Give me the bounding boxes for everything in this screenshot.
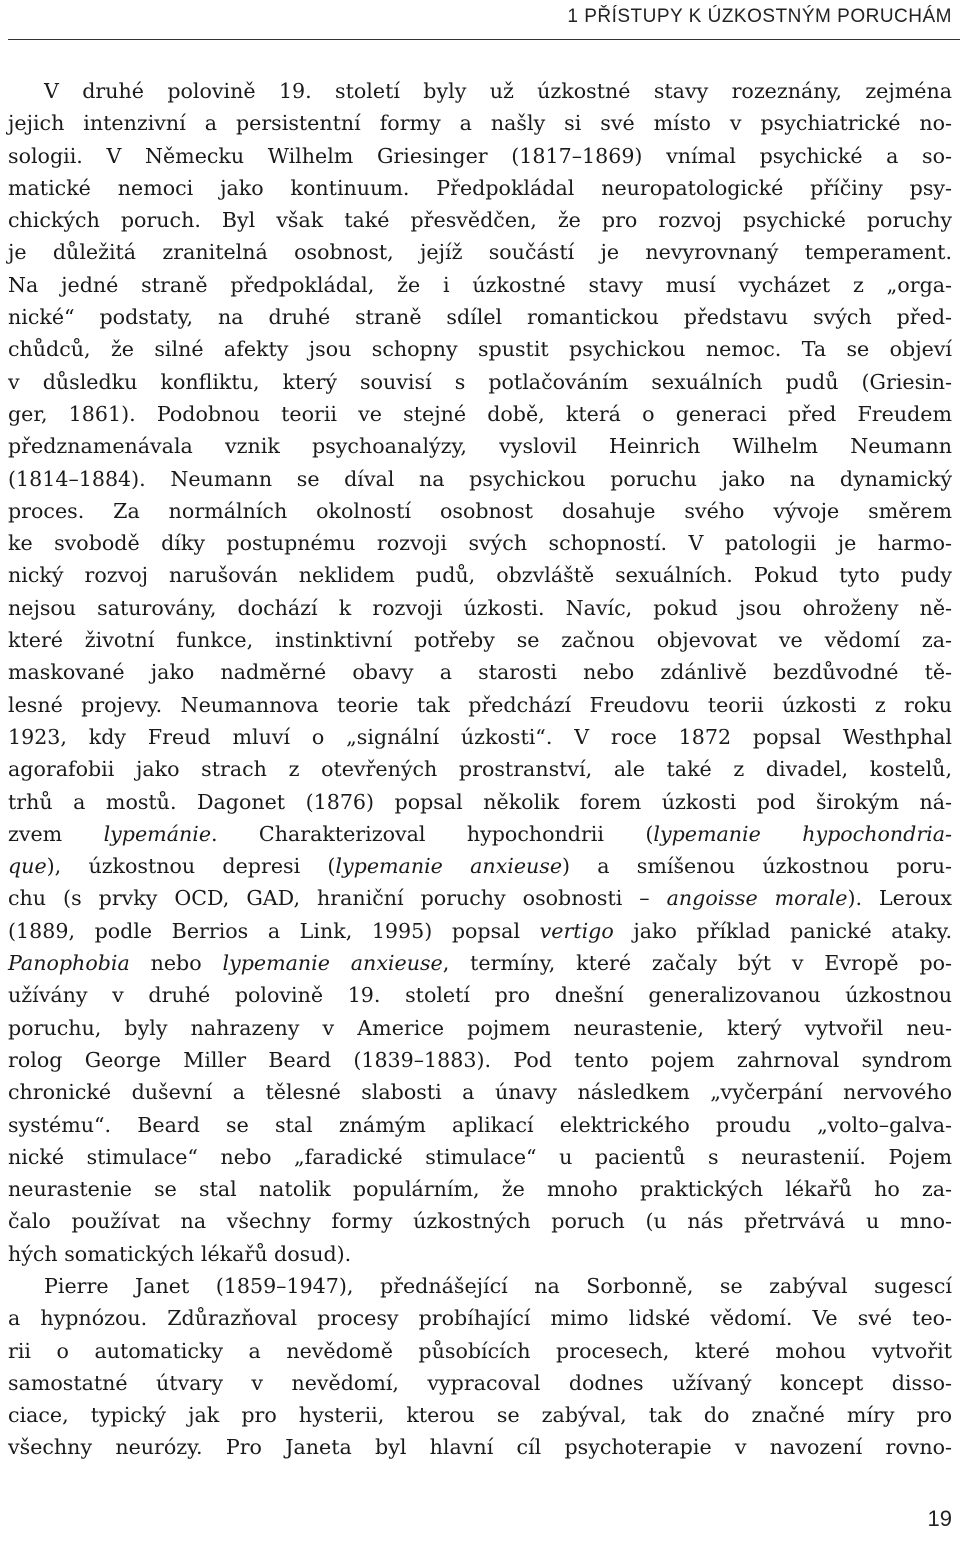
text-line xyxy=(8,721,952,753)
text-run: rolog George Miller Beard (1839–1883). Pod tento pojem zahrnoval syndrom xyxy=(8,1047,952,1072)
text-run: agorafobii jako strach z otevřených prostranství, ale také z divadel, kostelů, xyxy=(8,757,952,782)
text-line xyxy=(8,882,952,914)
text-run: zvem xyxy=(8,821,104,846)
text-run: ke svobodě díky postupnému rozvoji svých schopností. V patologii je harmo- xyxy=(8,531,952,556)
text-line xyxy=(8,1367,952,1399)
text-line xyxy=(8,204,952,236)
italic-term: que xyxy=(8,854,47,879)
text-run: nejsou saturovány, dochází k rozvoji úzkosti. Navíc, pokud jsou ohroženy ně- xyxy=(8,595,952,620)
text-line xyxy=(8,1076,952,1108)
text-run: Pierre Janet (1859–1947), přednášející na Sorbonně, se zabýval sugescí xyxy=(44,1273,952,1298)
text-run: proces. Za normálních okolností osobnost dosahuje svého vývoje směrem xyxy=(8,498,952,523)
text-run: čalo používat na všechny formy úzkostných poruch (u nás přetrvává u mno- xyxy=(8,1209,952,1234)
text-line xyxy=(8,1141,952,1173)
text-line xyxy=(8,1431,952,1463)
text-line xyxy=(8,689,952,721)
text-run: (1889, podle Berrios a Link, 1995) popsal xyxy=(8,918,540,943)
text-line xyxy=(8,1399,952,1431)
text-run: V druhé polovině 19. století byly už úzkostné stavy rozeznány, zejména xyxy=(44,79,952,103)
text-run: systému“. Beard se stal známým aplikací elektrického proudu „volto–galva- xyxy=(8,1112,952,1137)
text-run: nické stimulace“ nebo „faradické stimulace“ u pacientů s neurastenií. Pojem xyxy=(8,1144,952,1169)
text-run: poruchu, byly nahrazeny v Americe pojmem neurastenie, který vytvořil neu- xyxy=(8,1015,952,1040)
text-line xyxy=(8,559,952,591)
text-run: matické nemoci jako kontinuum. Předpokládal neuropatologické příčiny psy- xyxy=(8,175,952,200)
text-line xyxy=(8,979,952,1011)
text-run: maskované jako nadměrné obavy a starosti nebo zdánlivě bezdůvodné tě- xyxy=(8,660,952,685)
text-run: sologii. V Německu Wilhelm Griesinger (1817–1869) vnímal psychické a so- xyxy=(8,143,952,168)
text-run: v důsledku konfliktu, který souvisí s potlačováním sexuálních pudů (Griesin- xyxy=(8,369,952,394)
text-run: (1814–1884). Neumann se díval na psychickou poruchu jako na dynamický xyxy=(8,466,952,491)
text-line xyxy=(8,592,952,624)
italic-term: Panophobia xyxy=(8,951,130,976)
text-run: 1923, kdy Freud mluví o „signální úzkosti“. V roce 1872 popsal Westhphal xyxy=(8,724,952,749)
paragraph xyxy=(8,75,952,1270)
text-line xyxy=(8,269,952,301)
text-line xyxy=(8,172,952,204)
text-line xyxy=(8,753,952,785)
text-run: neurastenie se stal natolik populárním, že mnoho praktických lékařů ho za- xyxy=(8,1177,952,1202)
text-line xyxy=(8,624,952,656)
text-run: je důležitá zranitelná osobnost, jejíž součástí je nevyrovnaný temperament. xyxy=(8,240,952,265)
text-line xyxy=(8,1044,952,1076)
text-run: ger, 1861). Podobnou teorii ve stejné době, která o generaci před Freudem xyxy=(8,401,952,426)
text-line xyxy=(8,140,952,172)
italic-term: lypemanie anxieuse xyxy=(335,854,563,879)
text-line xyxy=(8,1335,952,1367)
paragraph xyxy=(8,1270,952,1464)
text-run: lesné projevy. Neumannova teorie tak předchází Freudovu teorii úzkosti z roku xyxy=(8,692,952,717)
text-run: Na jedné straně předpokládal, že i úzkostné stavy musí vycházet z „orga- xyxy=(8,272,952,297)
text-run: které životní funkce, instinktivní potřeby se začnou objevovat ve vědomí za- xyxy=(8,628,952,653)
text-line xyxy=(8,1238,952,1270)
text-line xyxy=(8,398,952,430)
text-run: předznamenávala vznik psychoanalýzy, vyslovil Heinrich Wilhelm Neumann xyxy=(8,434,952,459)
text-run: užívány v druhé polovině 19. století pro dnešní generalizovanou úzkostnou xyxy=(8,983,952,1008)
text-line xyxy=(8,1205,952,1237)
italic-term: lypemanie anxieuse xyxy=(222,951,443,976)
text-run: chických poruch. Byl však také přesvědčen, že pro rozvoj psychické poruchy xyxy=(8,208,952,233)
text-line xyxy=(8,1109,952,1141)
text-line xyxy=(8,301,952,333)
text-line xyxy=(8,1270,952,1302)
italic-term: angoisse morale xyxy=(666,886,848,911)
text-run: chu (s prvky OCD, GAD, hraniční poruchy osobnosti – xyxy=(8,886,667,911)
text-line xyxy=(8,430,952,462)
text-run: ciace, typický jak pro hysterii, kterou se zabýval, tak do značné míry pro xyxy=(8,1403,952,1428)
text-run: nebo xyxy=(129,951,223,976)
text-line xyxy=(8,236,952,268)
text-run: a hypnózou. Zdůrazňoval procesy probíhající mimo lidské vědomí. Ve své teo- xyxy=(8,1306,952,1331)
text-line xyxy=(8,915,952,947)
text-run: nické“ podstaty, na druhé straně sdílel romantickou představu svých před- xyxy=(8,305,952,330)
text-line xyxy=(8,527,952,559)
italic-term: vertigo xyxy=(539,918,614,943)
text-run: nický rozvoj narušován neklidem pudů, obzvláště sexuálních. Pokud tyto pudy xyxy=(8,563,952,588)
text-line xyxy=(8,850,952,882)
text-line xyxy=(8,947,952,979)
text-line xyxy=(8,818,952,850)
italic-term: lypemánie xyxy=(103,821,212,846)
text-run: chronické duševní a tělesné slabosti a únavy následkem „vyčerpání nervového xyxy=(8,1080,952,1105)
text-line xyxy=(8,786,952,818)
page-number: 19 xyxy=(927,1506,952,1531)
text-line xyxy=(8,366,952,398)
text-run: samostatné útvary v nevědomí, vypracoval dodnes užívaný koncept disso- xyxy=(8,1370,952,1395)
text-line xyxy=(8,495,952,527)
running-head: 1 PŘÍSTUPY K ÚZKOSTNÝM PORUCHÁM xyxy=(567,6,952,27)
italic-term: lypemanie hypochondria- xyxy=(653,821,952,846)
text-run: jejich intenzivní a persistentní formy a našly si své místo v psychiatrické no- xyxy=(8,111,952,136)
text-line xyxy=(8,107,952,139)
text-line xyxy=(8,1012,952,1044)
text-line xyxy=(8,333,952,365)
text-run: ), úzkostnou depresi ( xyxy=(46,854,336,879)
text-run: hých somatických lékařů dosud). xyxy=(8,1241,352,1266)
text-run: ). Leroux xyxy=(847,886,952,911)
text-run: ) a smíšenou úzkostnou poru- xyxy=(562,854,952,879)
text-run: , termíny, které začaly být v Evropě po- xyxy=(442,951,953,976)
header-rule xyxy=(8,39,960,40)
text-line xyxy=(8,656,952,688)
text-line xyxy=(8,75,952,107)
text-run: trhů a mostů. Dagonet (1876) popsal několik forem úzkosti pod širokým ná- xyxy=(8,789,952,814)
text-run: . Charakterizoval hypochondrii ( xyxy=(211,821,654,846)
text-run: jako příklad panické ataky. xyxy=(613,918,952,943)
text-run: všechny neurózy. Pro Janeta byl hlavní cíl psychoterapie v navození rovno- xyxy=(8,1435,952,1460)
text-line xyxy=(8,1173,952,1205)
text-run: chůdců, že silné afekty jsou schopny spustit psychickou nemoc. Ta se objeví xyxy=(8,337,952,362)
body-text xyxy=(8,75,952,1464)
text-run: rii o automaticky a nevědomě působících procesech, které mohou vytvořit xyxy=(8,1338,952,1363)
text-line xyxy=(8,463,952,495)
text-line xyxy=(8,1302,952,1334)
